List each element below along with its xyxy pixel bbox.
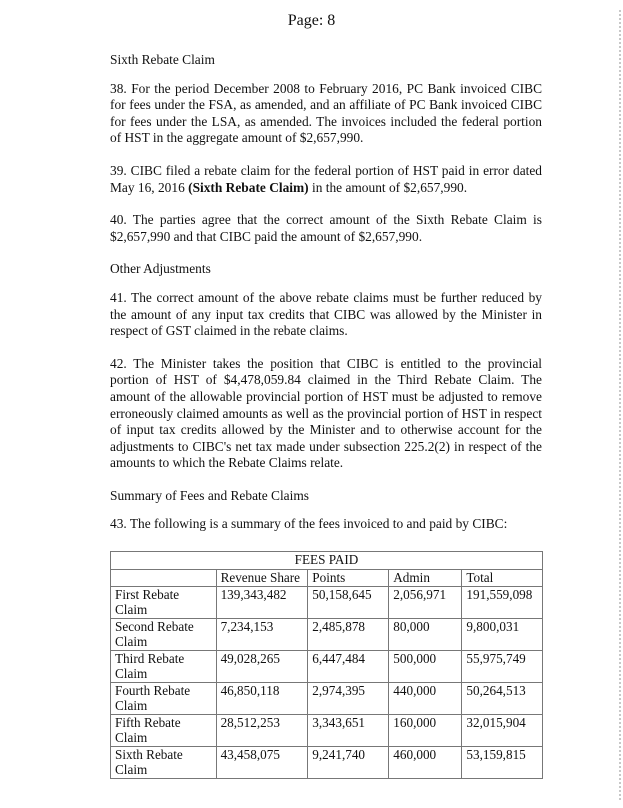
column-header <box>111 569 217 587</box>
cell-admin: 440,000 <box>389 683 462 715</box>
table-header-row <box>111 569 543 587</box>
table-row <box>111 619 543 651</box>
column-header-revenue-share: Revenue Share <box>216 569 308 587</box>
paragraph-39-text: 39. CIBC filed a rebate claim for the federal portion of HST paid in error dated May 16, 2016 <box>110 162 542 195</box>
table-row <box>111 683 543 715</box>
cell-total: 50,264,513 <box>462 683 543 715</box>
column-header-total: Total <box>462 569 543 587</box>
heading-summary-of-fees: Summary of Fees and Rebate Claims <box>110 487 309 503</box>
cell-total: 32,015,904 <box>462 715 543 747</box>
paragraph-42: 42. The Minister takes the position that CIBC is entitled to the provincial portion of HST of $4,478,059.84 claimed in the Third Rebate Claim. The amount of the allowable provincial portion of HST must be adjusted to remove erroneously claimed amounts as well as the provincial portion of HST in respect of input tax credits allowed by the Minister and to otherwise account for the adjustments to CIBC's net tax made under subsection 225.2(2) in respect of the amounts to which the Rebate Claims relate. <box>110 355 542 471</box>
row-label: Sixth Rebate Claim <box>111 747 217 779</box>
row-label: Fourth Rebate Claim <box>111 683 217 715</box>
cell-total: 55,975,749 <box>462 651 543 683</box>
cell-points: 2,974,395 <box>308 683 389 715</box>
cell-admin: 500,000 <box>389 651 462 683</box>
row-label: First Rebate Claim <box>111 587 217 619</box>
paragraph-41: 41. The correct amount of the above rebate claims must be further reduced by the amount of any input tax credits that CIBC was allowed by the Minister in respect of GST claimed in the rebate claims. <box>110 289 542 339</box>
row-label: Third Rebate Claim <box>111 651 217 683</box>
paragraph-39-defined-term: (Sixth Rebate Claim) <box>188 179 309 195</box>
cell-total: 9,800,031 <box>462 619 543 651</box>
cell-revenue-share: 46,850,118 <box>216 683 308 715</box>
page-number: Page: 8 <box>287 12 336 29</box>
cell-points: 3,343,651 <box>308 715 389 747</box>
cell-revenue-share: 49,028,265 <box>216 651 308 683</box>
table-row <box>111 715 543 747</box>
column-header-points: Points <box>308 569 389 587</box>
cell-admin: 80,000 <box>389 619 462 651</box>
paragraph-39-tail: in the amount of $2,657,990. <box>308 179 468 195</box>
cell-revenue-share: 28,512,253 <box>216 715 308 747</box>
heading-sixth-rebate-claim: Sixth Rebate Claim <box>110 52 215 67</box>
cell-points: 2,485,878 <box>308 619 389 651</box>
cell-points: 9,241,740 <box>308 747 389 779</box>
heading-other-adjustments: Other Adjustments <box>110 261 211 277</box>
table-title: FEES PAID <box>111 552 543 570</box>
column-header-admin: Admin <box>389 569 462 587</box>
document-body <box>110 52 542 779</box>
table-row <box>111 747 543 779</box>
paragraph-39 <box>110 163 542 196</box>
table-row <box>111 587 543 619</box>
fees-paid-table <box>110 551 543 779</box>
row-label: Second Rebate Claim <box>111 619 217 651</box>
page-edge-shading <box>619 10 621 800</box>
cell-admin: 160,000 <box>389 715 462 747</box>
cell-revenue-share: 7,234,153 <box>216 619 308 651</box>
cell-points: 50,158,645 <box>308 587 389 619</box>
cell-admin: 460,000 <box>389 747 462 779</box>
cell-total: 191,559,098 <box>462 587 543 619</box>
cell-total: 53,159,815 <box>462 747 543 779</box>
table-title-row <box>111 552 543 570</box>
cell-points: 6,447,484 <box>308 651 389 683</box>
cell-revenue-share: 139,343,482 <box>216 587 308 619</box>
cell-revenue-share: 43,458,075 <box>216 747 308 779</box>
paragraph-43: 43. The following is a summary of the fees invoiced to and paid by CIBC: <box>110 516 508 532</box>
paragraph-40: 40. The parties agree that the correct amount of the Sixth Rebate Claim is $2,657,990 and that CIBC paid the amount of $2,657,990. <box>110 212 542 244</box>
table-row <box>111 651 543 683</box>
row-label: Fifth Rebate Claim <box>111 715 217 747</box>
cell-admin: 2,056,971 <box>389 587 462 619</box>
paragraph-38: 38. For the period December 2008 to February 2016, PC Bank invoiced CIBC for fees under the FSA, as amended, and an affiliate of PC Bank invoiced CIBC for fees under the LSA, as amended. The invoices included the federal portion of HST in the aggregate amount of $2,657,990. <box>110 80 542 146</box>
